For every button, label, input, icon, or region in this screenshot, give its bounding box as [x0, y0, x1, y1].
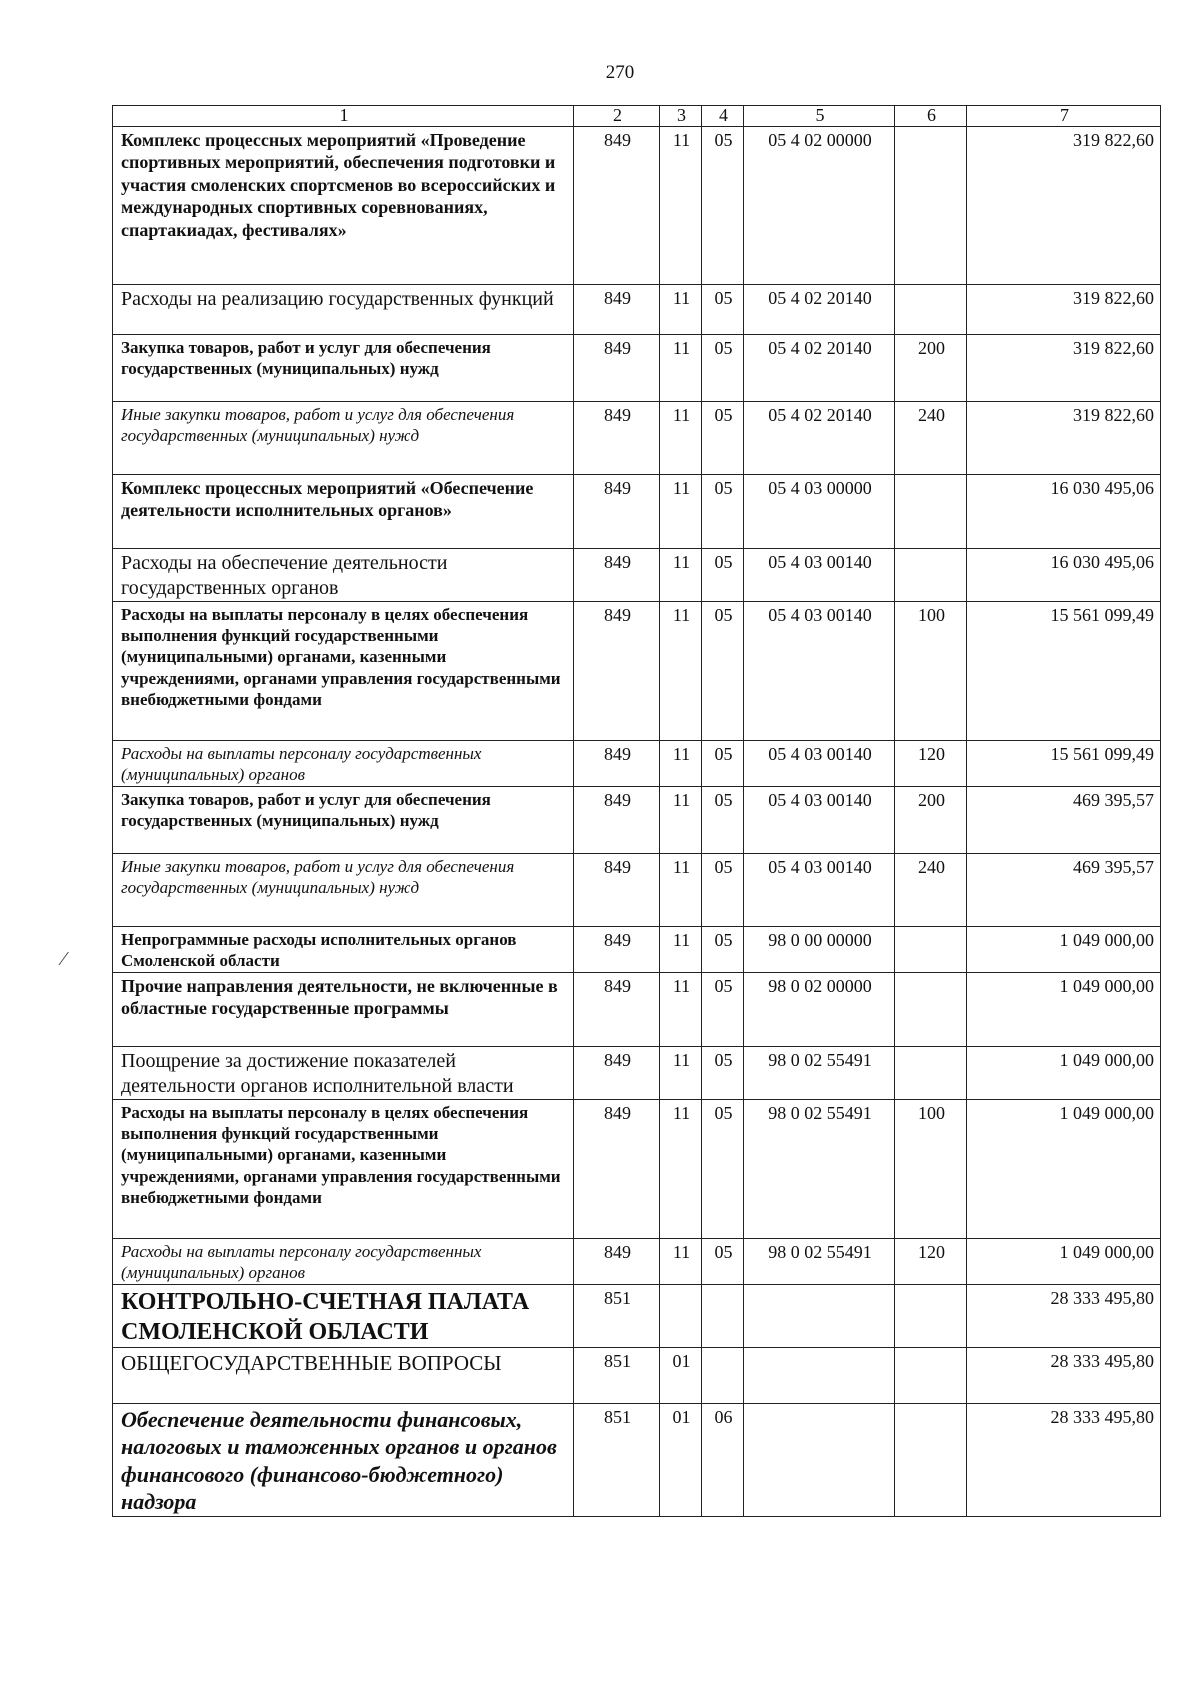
row-expense-type	[895, 1284, 967, 1347]
row-amount: 15 561 099,49	[967, 601, 1161, 740]
table-row	[113, 972, 1161, 1046]
row-expense-type: 120	[895, 1238, 967, 1284]
row-expense-type: 120	[895, 740, 967, 786]
row-target-article: 98 0 02 55491	[744, 1238, 895, 1284]
row-target-article: 98 0 02 00000	[744, 972, 895, 1046]
row-subsection	[702, 1347, 744, 1403]
table-row	[113, 786, 1161, 853]
row-admin-code: 849	[574, 401, 660, 474]
row-subsection: 05	[702, 126, 744, 284]
row-section: 11	[660, 786, 702, 853]
col-header-1: 1	[113, 106, 574, 127]
row-expense-type: 200	[895, 334, 967, 401]
row-admin-code: 849	[574, 601, 660, 740]
row-target-article: 05 4 02 00000	[744, 126, 895, 284]
row-amount: 319 822,60	[967, 334, 1161, 401]
row-amount: 16 030 495,06	[967, 474, 1161, 548]
table-row	[113, 284, 1161, 334]
row-name: Иные закупки товаров, работ и услуг для обеспечения государственных (муниципальных) нужд	[113, 853, 574, 926]
row-expense-type	[895, 1403, 967, 1516]
row-name: Комплекс процессных мероприятий «Проведение спортивных мероприятий, обеспечения подготовки и участия смоленских спортсменов во всероссийских и международных спортивных соревнованиях, спартакиадах, фестивалях»	[113, 126, 574, 284]
row-name: Непрограммные расходы исполнительных органов Смоленской области	[113, 926, 574, 972]
col-header-3: 3	[660, 106, 702, 127]
table-row	[113, 548, 1161, 601]
table-row	[113, 601, 1161, 740]
row-expense-type: 100	[895, 1099, 967, 1238]
row-subsection: 05	[702, 786, 744, 853]
row-expense-type: 240	[895, 401, 967, 474]
row-amount: 1 049 000,00	[967, 1046, 1161, 1099]
row-subsection: 05	[702, 548, 744, 601]
row-section: 11	[660, 284, 702, 334]
row-admin-code: 849	[574, 1099, 660, 1238]
row-section: 11	[660, 926, 702, 972]
table-row	[113, 1099, 1161, 1238]
row-target-article: 05 4 02 20140	[744, 334, 895, 401]
row-amount: 1 049 000,00	[967, 1099, 1161, 1238]
row-subsection: 05	[702, 740, 744, 786]
row-amount: 319 822,60	[967, 401, 1161, 474]
row-admin-code: 849	[574, 740, 660, 786]
row-section: 11	[660, 740, 702, 786]
row-target-article: 05 4 03 00000	[744, 474, 895, 548]
table-body	[113, 126, 1161, 1516]
row-name: Расходы на обеспечение деятельности государственных органов	[113, 548, 574, 601]
row-amount: 28 333 495,80	[967, 1403, 1161, 1516]
row-target-article: 05 4 03 00140	[744, 740, 895, 786]
row-section: 11	[660, 972, 702, 1046]
row-subsection: 05	[702, 284, 744, 334]
row-section: 11	[660, 1046, 702, 1099]
row-admin-code: 849	[574, 786, 660, 853]
row-section: 11	[660, 401, 702, 474]
row-name: Закупка товаров, работ и услуг для обеспечения государственных (муниципальных) нужд	[113, 334, 574, 401]
table-row	[113, 126, 1161, 284]
row-admin-code: 849	[574, 972, 660, 1046]
row-target-article: 05 4 03 00140	[744, 786, 895, 853]
row-name: Обеспечение деятельности финансовых, налоговых и таможенных органов и органов финансового (финансово-бюджетного) надзора	[113, 1403, 574, 1516]
row-subsection: 05	[702, 853, 744, 926]
row-section: 01	[660, 1347, 702, 1403]
budget-table	[112, 105, 1161, 1517]
row-name: Расходы на реализацию государственных функций	[113, 284, 574, 334]
row-name: ОБЩЕГОСУДАРСТВЕННЫЕ ВОПРОСЫ	[113, 1347, 574, 1403]
row-subsection: 05	[702, 401, 744, 474]
row-subsection: 05	[702, 926, 744, 972]
row-expense-type	[895, 474, 967, 548]
row-name: Расходы на выплаты персоналу государственных (муниципальных) органов	[113, 1238, 574, 1284]
row-target-article	[744, 1403, 895, 1516]
row-admin-code: 849	[574, 474, 660, 548]
row-admin-code: 849	[574, 284, 660, 334]
row-expense-type	[895, 284, 967, 334]
table-row	[113, 926, 1161, 972]
row-expense-type: 200	[895, 786, 967, 853]
row-name: Расходы на выплаты персоналу в целях обеспечения выполнения функций государственными (муниципальными) органами, казенными учреждениями, органами управления государственными внебюджетными фондами	[113, 1099, 574, 1238]
row-target-article: 05 4 02 20140	[744, 284, 895, 334]
row-subsection: 05	[702, 1046, 744, 1099]
row-amount: 15 561 099,49	[967, 740, 1161, 786]
row-amount: 469 395,57	[967, 786, 1161, 853]
row-amount: 1 049 000,00	[967, 1238, 1161, 1284]
table-row	[113, 1284, 1161, 1347]
row-expense-type: 240	[895, 853, 967, 926]
col-header-6: 6	[895, 106, 967, 127]
row-expense-type	[895, 1046, 967, 1099]
row-amount: 469 395,57	[967, 853, 1161, 926]
row-admin-code: 851	[574, 1347, 660, 1403]
row-expense-type: 100	[895, 601, 967, 740]
row-name: Поощрение за достижение показателей деятельности органов исполнительной власти	[113, 1046, 574, 1099]
row-expense-type	[895, 126, 967, 284]
row-section: 01	[660, 1403, 702, 1516]
row-subsection: 05	[702, 1238, 744, 1284]
row-expense-type	[895, 972, 967, 1046]
col-header-4: 4	[702, 106, 744, 127]
row-amount: 16 030 495,06	[967, 548, 1161, 601]
header-row	[113, 106, 1161, 127]
row-name: Закупка товаров, работ и услуг для обеспечения государственных (муниципальных) нужд	[113, 786, 574, 853]
row-subsection: 05	[702, 972, 744, 1046]
row-section: 11	[660, 1099, 702, 1238]
row-section: 11	[660, 126, 702, 284]
table-row	[113, 474, 1161, 548]
row-section	[660, 1284, 702, 1347]
row-amount: 28 333 495,80	[967, 1284, 1161, 1347]
col-header-7: 7	[967, 106, 1161, 127]
row-section: 11	[660, 853, 702, 926]
row-amount: 28 333 495,80	[967, 1347, 1161, 1403]
table-row	[113, 1403, 1161, 1516]
row-section: 11	[660, 601, 702, 740]
row-section: 11	[660, 334, 702, 401]
row-subsection: 05	[702, 601, 744, 740]
row-section: 11	[660, 548, 702, 601]
row-subsection: 05	[702, 1099, 744, 1238]
row-target-article: 05 4 03 00140	[744, 548, 895, 601]
row-amount: 1 049 000,00	[967, 972, 1161, 1046]
row-target-article: 98 0 00 00000	[744, 926, 895, 972]
row-name: Прочие направления деятельности, не включенные в областные государственные программы	[113, 972, 574, 1046]
row-admin-code: 849	[574, 1238, 660, 1284]
row-admin-code: 849	[574, 126, 660, 284]
row-target-article: 05 4 03 00140	[744, 853, 895, 926]
row-target-article: 05 4 03 00140	[744, 601, 895, 740]
col-header-2: 2	[574, 106, 660, 127]
row-amount: 319 822,60	[967, 284, 1161, 334]
table-row	[113, 740, 1161, 786]
row-subsection: 05	[702, 334, 744, 401]
scan-mark: ⁄	[62, 948, 66, 970]
row-expense-type	[895, 548, 967, 601]
row-subsection	[702, 1284, 744, 1347]
table-row	[113, 1238, 1161, 1284]
col-header-5: 5	[744, 106, 895, 127]
row-subsection: 05	[702, 474, 744, 548]
row-name: Расходы на выплаты персоналу в целях обеспечения выполнения функций государственными (муниципальными) органами, казенными учреждениями, органами управления государственными внебюджетными фондами	[113, 601, 574, 740]
row-target-article	[744, 1347, 895, 1403]
row-amount: 319 822,60	[967, 126, 1161, 284]
row-admin-code: 849	[574, 1046, 660, 1099]
row-name: Комплекс процессных мероприятий «Обеспечение деятельности исполнительных органов»	[113, 474, 574, 548]
row-admin-code: 849	[574, 926, 660, 972]
table-row	[113, 401, 1161, 474]
row-section: 11	[660, 474, 702, 548]
table-row	[113, 334, 1161, 401]
row-admin-code: 851	[574, 1403, 660, 1516]
table-row	[113, 1046, 1161, 1099]
row-name: Расходы на выплаты персоналу государственных (муниципальных) органов	[113, 740, 574, 786]
row-target-article: 98 0 02 55491	[744, 1099, 895, 1238]
page-number: 270	[605, 62, 635, 83]
row-admin-code: 849	[574, 334, 660, 401]
row-expense-type	[895, 926, 967, 972]
table-row	[113, 853, 1161, 926]
row-expense-type	[895, 1347, 967, 1403]
row-subsection: 06	[702, 1403, 744, 1516]
row-target-article: 98 0 02 55491	[744, 1046, 895, 1099]
row-name: Иные закупки товаров, работ и услуг для обеспечения государственных (муниципальных) нужд	[113, 401, 574, 474]
row-admin-code: 849	[574, 853, 660, 926]
row-amount: 1 049 000,00	[967, 926, 1161, 972]
row-name: КОНТРОЛЬНО-СЧЕТНАЯ ПАЛАТА СМОЛЕНСКОЙ ОБЛАСТИ	[113, 1284, 574, 1347]
table-row	[113, 1347, 1161, 1403]
row-admin-code: 851	[574, 1284, 660, 1347]
row-admin-code: 849	[574, 548, 660, 601]
row-target-article: 05 4 02 20140	[744, 401, 895, 474]
row-target-article	[744, 1284, 895, 1347]
row-section: 11	[660, 1238, 702, 1284]
